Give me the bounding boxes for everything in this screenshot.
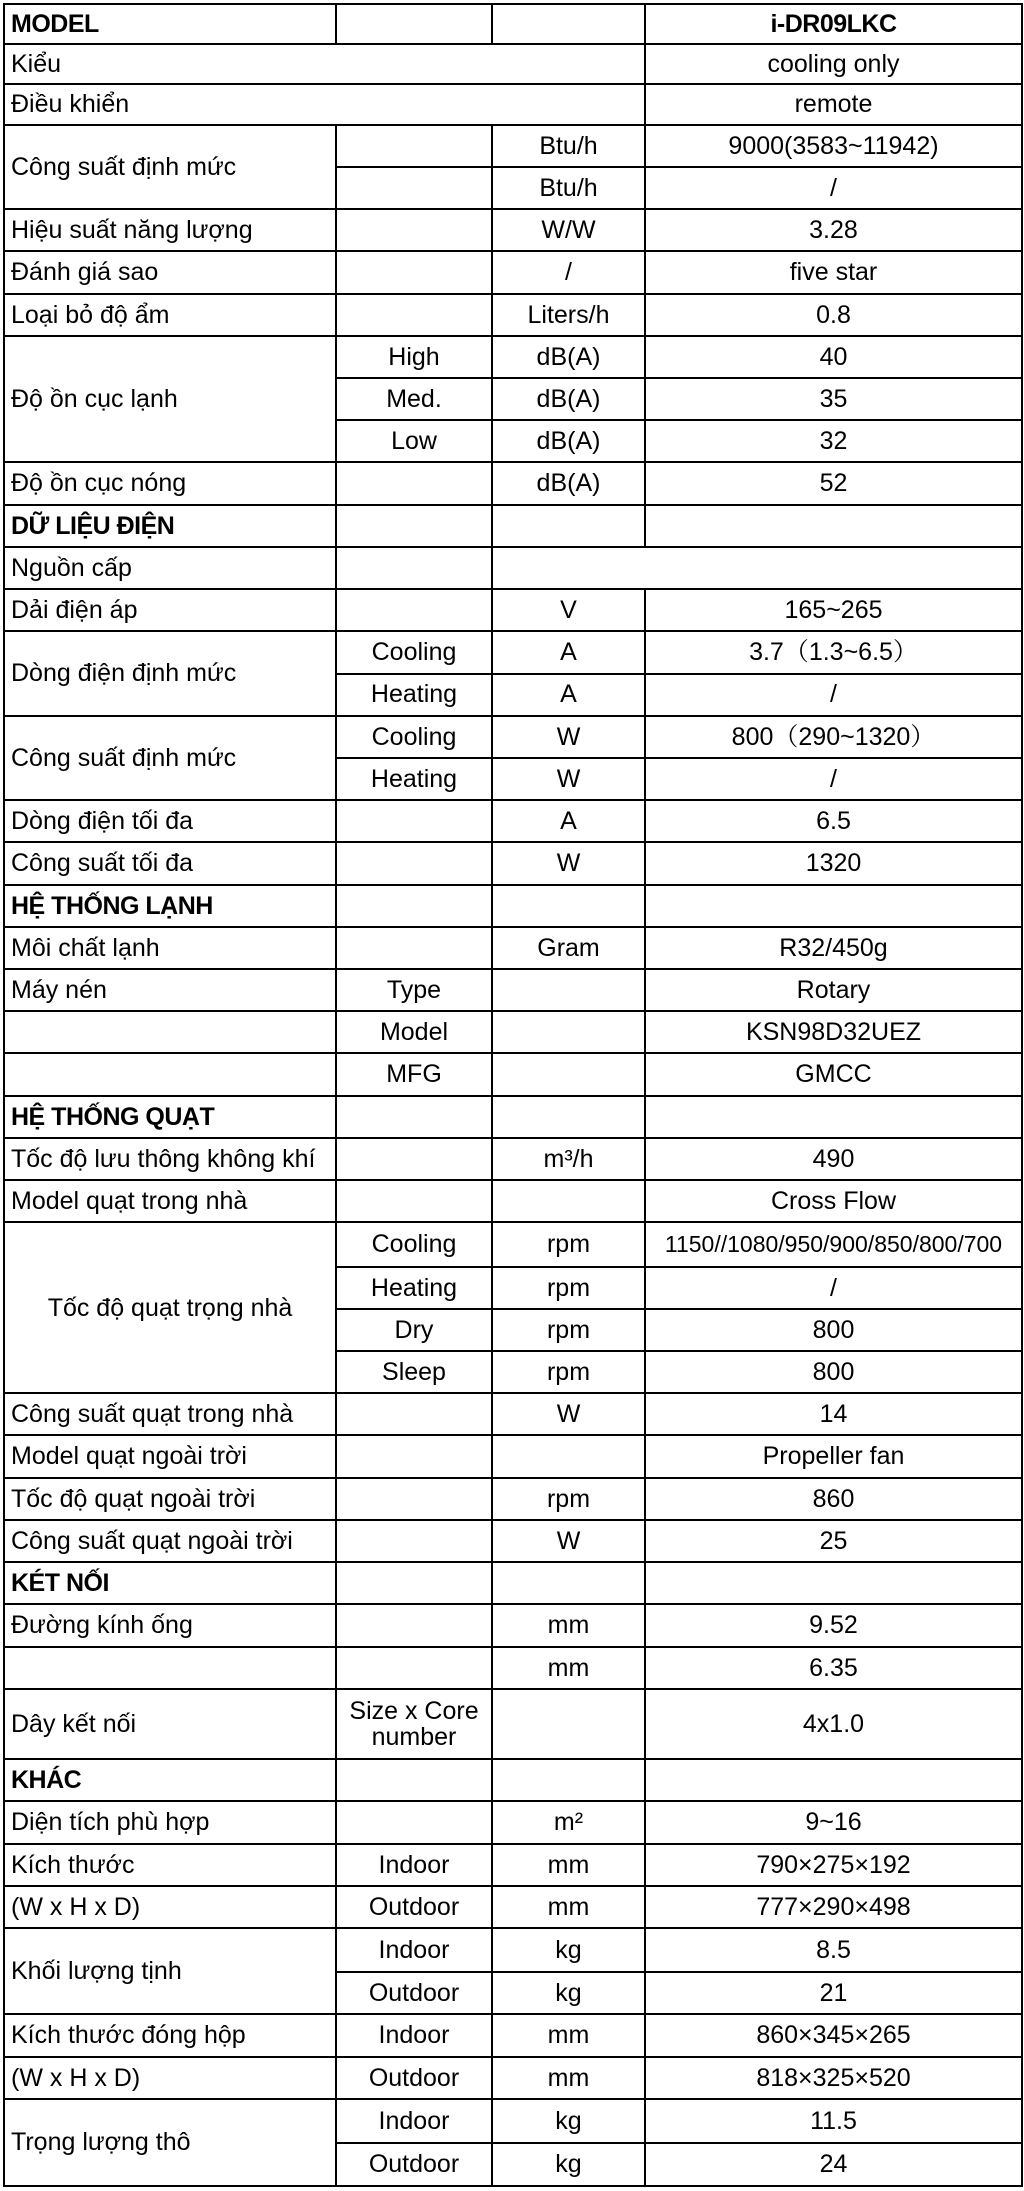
spec-sub-label: Low — [336, 420, 492, 462]
spec-value: 40 — [645, 336, 1022, 378]
spec-label: Dòng điện tối đa — [4, 800, 336, 842]
spec-value: 165~265 — [645, 589, 1022, 631]
spec-unit: dB(A) — [492, 462, 645, 504]
spec-value: 800 — [645, 1309, 1022, 1351]
spec-unit: dB(A) — [492, 378, 645, 420]
spec-row — [4, 1435, 1022, 1477]
spec-sub-label — [336, 589, 492, 631]
spec-unit: W — [492, 758, 645, 800]
spec-label: Điều khiển — [4, 84, 645, 124]
spec-label: Loại bỏ độ ẩm — [4, 294, 336, 336]
spec-value: five star — [645, 251, 1022, 293]
spec-row — [4, 1393, 1022, 1435]
spec-unit: m³/h — [492, 1138, 645, 1180]
spec-label: Tốc độ quạt ngoài trời — [4, 1478, 336, 1520]
spec-label: HỆ THỐNG LẠNH — [4, 885, 336, 927]
spec-sub-label: High — [336, 336, 492, 378]
spec-unit: W/W — [492, 209, 645, 251]
spec-sub-label — [336, 1478, 492, 1520]
spec-sub-label: Indoor — [336, 1928, 492, 1972]
spec-sub-label: Outdoor — [336, 2057, 492, 2099]
spec-row — [4, 1928, 1022, 1972]
spec-unit — [492, 1689, 645, 1759]
spec-value: 21 — [645, 1972, 1022, 2014]
spec-sub-label — [336, 1435, 492, 1477]
spec-value: 25 — [645, 1520, 1022, 1562]
spec-value: GMCC — [645, 1053, 1022, 1095]
spec-sub-label — [336, 885, 492, 927]
spec-label: Công suất định mức — [4, 125, 336, 209]
spec-label: Độ ồn cục lạnh — [4, 336, 336, 463]
spec-label: Tốc độ quạt trọng nhà — [4, 1222, 336, 1393]
spec-label: KHÁC — [4, 1759, 336, 1801]
spec-sub-label — [336, 1096, 492, 1138]
spec-sub-label: Outdoor — [336, 1886, 492, 1928]
spec-unit: rpm — [492, 1267, 645, 1309]
spec-row — [4, 84, 1022, 124]
spec-label: Trọng lượng thô — [4, 2099, 336, 2186]
spec-value: / — [645, 758, 1022, 800]
spec-row — [4, 1886, 1022, 1928]
spec-sub-label — [336, 167, 492, 209]
spec-label: Nguồn cấp — [4, 547, 336, 589]
spec-label: (W x H x D) — [4, 2057, 336, 2099]
spec-value: 32 — [645, 420, 1022, 462]
spec-unit — [492, 1180, 645, 1222]
spec-label: Tốc độ lưu thông không khí — [4, 1138, 336, 1180]
spec-value: 4x1.0 — [645, 1689, 1022, 1759]
spec-unit: W — [492, 1393, 645, 1435]
spec-value: remote — [645, 84, 1022, 124]
spec-row — [4, 209, 1022, 251]
spec-row — [4, 44, 1022, 84]
spec-unit: m² — [492, 1801, 645, 1843]
spec-value: 52 — [645, 462, 1022, 504]
spec-sub-label: Cooling — [336, 716, 492, 758]
spec-label: Độ ồn cục nóng — [4, 462, 336, 504]
spec-unit — [492, 885, 645, 927]
spec-table-body — [4, 4, 1022, 2186]
spec-unit: A — [492, 631, 645, 673]
spec-value: 9.52 — [645, 1604, 1022, 1646]
spec-value: 790×275×192 — [645, 1844, 1022, 1886]
spec-row — [4, 1647, 1022, 1689]
spec-unit: Gram — [492, 927, 645, 969]
spec-sub-label: Type — [336, 969, 492, 1011]
spec-sub-label: Indoor — [336, 2099, 492, 2143]
spec-value: R32/450g — [645, 927, 1022, 969]
spec-sub-label — [336, 505, 492, 547]
section-header-row — [4, 4, 1022, 44]
spec-value: 860×345×265 — [645, 2014, 1022, 2056]
spec-row — [4, 969, 1022, 1011]
spec-label: Khối lượng tịnh — [4, 1928, 336, 2014]
spec-row — [4, 716, 1022, 758]
spec-value: / — [645, 167, 1022, 209]
spec-label: Diện tích phù hợp — [4, 1801, 336, 1843]
spec-unit: mm — [492, 1844, 645, 1886]
spec-sub-label — [336, 1801, 492, 1843]
spec-unit — [492, 969, 645, 1011]
spec-value: Propeller fan — [645, 1435, 1022, 1477]
spec-unit: mm — [492, 2057, 645, 2099]
spec-unit: V — [492, 589, 645, 631]
spec-unit: W — [492, 1520, 645, 1562]
spec-sub-label: Heating — [336, 674, 492, 716]
spec-label: Công suất tối đa — [4, 842, 336, 884]
spec-unit — [492, 1011, 645, 1053]
spec-sub-label — [336, 1138, 492, 1180]
section-header-row — [4, 1759, 1022, 1801]
spec-label: Máy nén — [4, 969, 336, 1011]
spec-unit — [492, 505, 645, 547]
spec-unit — [492, 547, 1022, 589]
spec-sub-label: Cooling — [336, 1222, 492, 1266]
spec-label: Dây kết nối — [4, 1689, 336, 1759]
spec-row — [4, 2099, 1022, 2143]
spec-sub-label — [336, 1759, 492, 1801]
spec-value: Rotary — [645, 969, 1022, 1011]
spec-sub-label — [336, 1604, 492, 1646]
spec-value: 1320 — [645, 842, 1022, 884]
spec-row — [4, 631, 1022, 673]
spec-value: 14 — [645, 1393, 1022, 1435]
spec-unit: kg — [492, 1928, 645, 1972]
section-header-row — [4, 1096, 1022, 1138]
spec-value — [645, 1096, 1022, 1138]
spec-value: 8.5 — [645, 1928, 1022, 1972]
spec-row — [4, 1222, 1022, 1266]
spec-unit: A — [492, 674, 645, 716]
spec-row — [4, 125, 1022, 167]
spec-row — [4, 800, 1022, 842]
spec-sub-label: Heating — [336, 1267, 492, 1309]
spec-row — [4, 1520, 1022, 1562]
spec-value — [645, 885, 1022, 927]
spec-value: 24 — [645, 2143, 1022, 2186]
spec-sub-label: Size x Core number — [336, 1689, 492, 1759]
spec-row — [4, 1011, 1022, 1053]
spec-value: 490 — [645, 1138, 1022, 1180]
spec-unit — [492, 1562, 645, 1604]
spec-value: i-DR09LKC — [645, 4, 1022, 44]
spec-sub-label — [336, 251, 492, 293]
spec-unit: Btu/h — [492, 125, 645, 167]
section-header-row — [4, 505, 1022, 547]
spec-value: 11.5 — [645, 2099, 1022, 2143]
spec-label — [4, 1011, 336, 1053]
spec-label: KÉT NỐI — [4, 1562, 336, 1604]
spec-unit: rpm — [492, 1478, 645, 1520]
spec-sub-label: Med. — [336, 378, 492, 420]
spec-unit: rpm — [492, 1351, 645, 1393]
spec-unit: mm — [492, 2014, 645, 2056]
spec-sub-label — [336, 842, 492, 884]
spec-unit: Liters/h — [492, 294, 645, 336]
spec-sub-label — [336, 209, 492, 251]
spec-value: Cross Flow — [645, 1180, 1022, 1222]
spec-label: Công suất quạt trong nhà — [4, 1393, 336, 1435]
spec-label: Môi chất lạnh — [4, 927, 336, 969]
spec-value: 3.28 — [645, 209, 1022, 251]
spec-sub-label: Cooling — [336, 631, 492, 673]
spec-sub-label — [336, 462, 492, 504]
spec-unit — [492, 4, 645, 44]
spec-value: 35 — [645, 378, 1022, 420]
spec-row — [4, 589, 1022, 631]
spec-unit: mm — [492, 1604, 645, 1646]
spec-unit — [492, 1435, 645, 1477]
spec-value — [645, 1562, 1022, 1604]
spec-sub-label — [336, 1647, 492, 1689]
spec-value: 818×325×520 — [645, 2057, 1022, 2099]
spec-sub-label — [336, 1180, 492, 1222]
spec-label — [4, 1647, 336, 1689]
spec-sub-label: Indoor — [336, 2014, 492, 2056]
spec-sub-label — [336, 4, 492, 44]
spec-value: / — [645, 1267, 1022, 1309]
spec-sub-label — [336, 1562, 492, 1604]
spec-unit: dB(A) — [492, 420, 645, 462]
spec-sub-label — [336, 1520, 492, 1562]
spec-label: MODEL — [4, 4, 336, 44]
spec-unit: Btu/h — [492, 167, 645, 209]
spec-unit: kg — [492, 2099, 645, 2143]
spec-row — [4, 336, 1022, 378]
spec-table — [3, 3, 1023, 2187]
spec-sub-label: Model — [336, 1011, 492, 1053]
spec-row — [4, 1844, 1022, 1886]
spec-row — [4, 1604, 1022, 1646]
spec-sub-label — [336, 927, 492, 969]
spec-unit — [492, 1759, 645, 1801]
spec-sub-label — [336, 1393, 492, 1435]
spec-label: Công suất định mức — [4, 716, 336, 800]
spec-sub-label: Outdoor — [336, 1972, 492, 2014]
spec-sub-label: Sleep — [336, 1351, 492, 1393]
spec-value: 800 — [645, 1351, 1022, 1393]
spec-unit: W — [492, 842, 645, 884]
spec-value: 6.5 — [645, 800, 1022, 842]
spec-label: Dải điện áp — [4, 589, 336, 631]
section-header-row — [4, 1562, 1022, 1604]
spec-unit: rpm — [492, 1309, 645, 1351]
spec-sub-label: Outdoor — [336, 2143, 492, 2186]
spec-label: Kích thước — [4, 1844, 336, 1886]
spec-unit: dB(A) — [492, 336, 645, 378]
spec-label: Dòng điện định mức — [4, 631, 336, 715]
spec-label: Hiệu suất năng lượng — [4, 209, 336, 251]
spec-row — [4, 1478, 1022, 1520]
spec-row — [4, 927, 1022, 969]
spec-row — [4, 1689, 1022, 1759]
spec-value — [645, 505, 1022, 547]
spec-unit: rpm — [492, 1222, 645, 1266]
spec-label — [4, 1053, 336, 1095]
spec-label: Đường kính ống — [4, 1604, 336, 1646]
spec-unit: W — [492, 716, 645, 758]
spec-value: KSN98D32UEZ — [645, 1011, 1022, 1053]
spec-value: 1150//1080/950/900/850/800/700 — [645, 1222, 1022, 1266]
spec-value: 6.35 — [645, 1647, 1022, 1689]
spec-unit — [492, 1053, 645, 1095]
spec-label: Model quạt trong nhà — [4, 1180, 336, 1222]
spec-sub-label — [336, 547, 492, 589]
spec-row — [4, 251, 1022, 293]
spec-row — [4, 842, 1022, 884]
spec-sub-label: Indoor — [336, 1844, 492, 1886]
spec-label: Kích thước đóng hộp — [4, 2014, 336, 2056]
spec-label: Kiểu — [4, 44, 645, 84]
spec-row — [4, 1138, 1022, 1180]
spec-row — [4, 1053, 1022, 1095]
spec-row — [4, 1801, 1022, 1843]
spec-unit: kg — [492, 1972, 645, 2014]
spec-label: Model quạt ngoài trời — [4, 1435, 336, 1477]
spec-unit: mm — [492, 1647, 645, 1689]
spec-value: 777×290×498 — [645, 1886, 1022, 1928]
spec-label: (W x H x D) — [4, 1886, 336, 1928]
spec-label: Đánh giá sao — [4, 251, 336, 293]
spec-label: Công suất quạt ngoài trời — [4, 1520, 336, 1562]
spec-value: 9~16 — [645, 1801, 1022, 1843]
spec-row — [4, 547, 1022, 589]
spec-unit — [492, 1096, 645, 1138]
spec-row — [4, 2057, 1022, 2099]
spec-value: 9000(3583~11942) — [645, 125, 1022, 167]
spec-sub-label: Heating — [336, 758, 492, 800]
spec-value: cooling only — [645, 44, 1022, 84]
spec-unit: / — [492, 251, 645, 293]
spec-value: 3.7（1.3~6.5） — [645, 631, 1022, 673]
spec-sub-label: MFG — [336, 1053, 492, 1095]
spec-label: HỆ THỐNG QUẠT — [4, 1096, 336, 1138]
spec-unit: mm — [492, 1886, 645, 1928]
spec-label: DỮ LIỆU ĐIỆN — [4, 505, 336, 547]
spec-unit: kg — [492, 2143, 645, 2186]
spec-sub-label — [336, 125, 492, 167]
spec-sub-label — [336, 294, 492, 336]
spec-value: 800（290~1320） — [645, 716, 1022, 758]
spec-row — [4, 2014, 1022, 2056]
spec-value: 860 — [645, 1478, 1022, 1520]
section-header-row — [4, 885, 1022, 927]
spec-sub-label: Dry — [336, 1309, 492, 1351]
spec-sub-label — [336, 800, 492, 842]
spec-row — [4, 294, 1022, 336]
spec-row — [4, 462, 1022, 504]
spec-row — [4, 1180, 1022, 1222]
spec-value — [645, 1759, 1022, 1801]
spec-value: / — [645, 674, 1022, 716]
spec-unit: A — [492, 800, 645, 842]
spec-value: 0.8 — [645, 294, 1022, 336]
